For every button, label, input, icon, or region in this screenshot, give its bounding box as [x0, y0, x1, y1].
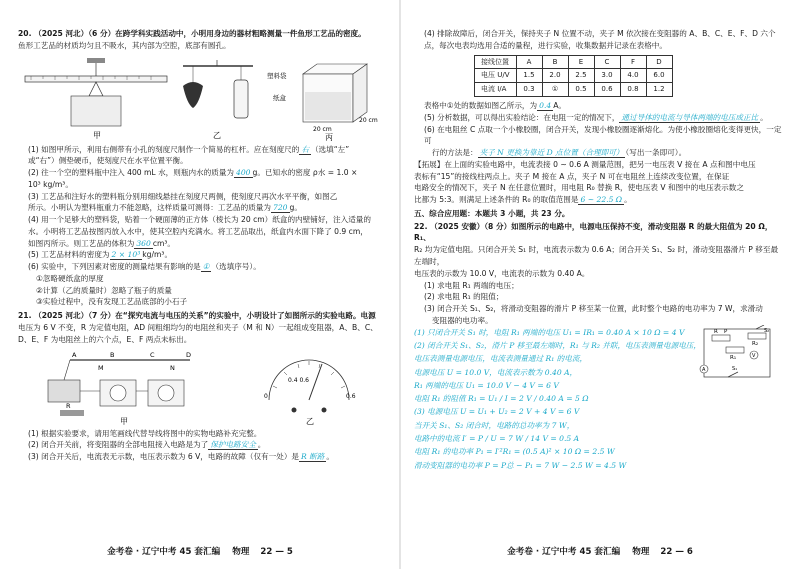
fig21-label-c: C [150, 350, 155, 359]
table-row: 电流 I/A 0.3 ① 0.5 0.6 0.8 1.2 [475, 83, 673, 97]
figure-yi-balance [177, 56, 257, 142]
q22-line2: R₂ 均为定值电阻。只闭合开关 S₁ 时，电流表示数为 0.6 A；闭合开关 S₁、S₂ 时，滑动变阻器滑片 P 移至最左端时， [414, 245, 779, 267]
q22-s3a: (3) 闭合开关 S₁、S₂，将滑动变阻器的滑片 P 移至某一位置，此时整个电路的电功率为 7 W，求滑动 [424, 304, 763, 314]
q20-s4b: 水。小明将工艺品按图丙放入水中，使其空腔内充满水。将工艺品取出，纸盒内水面下降了 0.9 cm， [28, 226, 368, 236]
q22-fig-r2: R₂ [752, 340, 759, 347]
q20-s4d: cm³。 [152, 238, 176, 248]
q21-line3: D、E、F 为电阻丝上的六个点，E、F 两点未标出。 [18, 334, 192, 344]
q22-fig-p: P [724, 328, 728, 335]
q21-extension-1: 【拓展】在上面的实验电路中，电流表接 0 ~ 0.6 A 测量范围，把另一电压表 V 接在 A 点和图中电压 [414, 159, 756, 169]
fig21-label-a: A [72, 350, 77, 359]
figure-bing-box [263, 56, 383, 142]
q20-s2a: (2) 往一个空的塑料瓶中注入 400 mL 水，则瓶内水的质量为 [28, 168, 235, 178]
fig-yi-caption: 乙 [213, 130, 221, 140]
q21-s5-answer: 通过导体的电流与导体两端的电压成正比 [621, 112, 759, 122]
q21-s3b: 。 [326, 452, 334, 462]
q20-s3-answer: 720 [273, 203, 288, 213]
q22-fig-s1: S₁ [732, 365, 738, 372]
footer-brand-left: 金考卷 · 辽宁中考 45 套汇编 [107, 546, 221, 557]
q21-s3a: (3) 闭合开关后，电流表无示数，电压表示数为 6 V，电路的故障（仅有一处）是 [28, 452, 300, 462]
q21-s4a: (4) 排除故障后，闭合开关，保持夹子 N 位置不动，夹子 M 依次接在变阻器的 A、B、C、E、F、D 六个 [424, 29, 776, 38]
q21-s6b: 行的方法是： [432, 148, 478, 158]
fig21-label-m: M [98, 363, 104, 372]
q21-figures [18, 348, 386, 426]
q22-fig-s2: S₂ [764, 327, 770, 334]
q21-s4c: 表格中①处的数据如图乙所示，为 [424, 101, 538, 111]
fig21-label-d: D [186, 350, 192, 359]
q22-fig-r: R [714, 328, 718, 335]
figure-jia-lever [21, 56, 171, 142]
q21-extension-2: 表标有“15”的接线柱两点上。夹子 M 接在 A 点，夹子 N 可在电阻丝上连续改变位置，在保证 [414, 171, 730, 181]
fig21-label-b: B [110, 350, 115, 359]
q20-s2b: g。已知水的密度 ρ水 = 1.0 × [252, 168, 358, 178]
fig21-scale-0: 0 [264, 392, 268, 400]
q21-extension-5: 。 [624, 195, 632, 205]
solution-line: (2) 闭合开关 S₁、S₂，滑片 P 移至最左端时，R₁ 与 R₂ 并联，电压表测量电源电压， [414, 340, 701, 350]
question-21 [18, 310, 386, 463]
footer-page-right: 22 — 6 [660, 546, 693, 557]
q20-option-3: ③实验过程中，没有发现工艺品底部的小石子 [36, 297, 188, 307]
q20-s1c: 或“右”）侧垫硬币，使刻度尺在水平位置平衡。 [28, 156, 188, 166]
q22-header: 22. （2025 安徽）（8 分）如图所示的电路中，电源电压保持不变，滑动变阻器 R 的最大阻值为 20 Ω，R₁、 [414, 221, 773, 243]
figure-q22-circuit [698, 325, 778, 383]
q22-fig-a: A [702, 366, 706, 373]
solution-line: 电路中的电流 I′ = P / U = 7 W / 14 V = 0.5 A [414, 433, 580, 443]
solution-line: 电压表测量电源电压，电流表测量通过 R₁ 的电流， [414, 354, 588, 364]
fig21-yi-caption: 乙 [306, 416, 314, 426]
q20-option-2: ②计算（乙的质量时）忽略了瓶子的质量 [36, 285, 172, 295]
q21-s1: (1) 根据实验要求，请用笔画线代替导线将图中的实物电路补充完整。 [28, 428, 262, 438]
section-5-title: 五、综合应用题：本题共 3 小题，共 23 分。 [414, 208, 570, 218]
q21-s4-answer: 0.4 [539, 101, 552, 111]
question-22 [414, 221, 782, 472]
solution-line: (3) 电源电压 U = U₁ + U₂ = 2 V + 4 V = 6 V [414, 407, 580, 417]
q20-s5a: (5) 工艺品材料的密度为 [28, 250, 110, 260]
solution-line: 电源电压 U = 10.0 V，电流表示数为 0.40 A， [414, 367, 578, 377]
footer-subject-left: 物理 [232, 546, 250, 557]
fig-dim1: 20 cm [313, 125, 332, 133]
footer-page-left: 22 — 5 [260, 546, 293, 557]
q20-s6b: （选填序号）。 [211, 262, 261, 272]
footer-subject-right: 物理 [632, 546, 650, 557]
question-21-continued [414, 28, 782, 206]
q20-s1b: （选填“左” [310, 144, 350, 154]
fig-jia-caption: 甲 [93, 130, 101, 140]
q21-s6-answer: 夹子 N 更换为靠近 D 点位置（合理即可） [479, 148, 624, 158]
solution-line: R₁ 两端的电压 U₁ = 10.0 V − 4 V = 6 V [414, 380, 559, 390]
q22-fig-v: V [752, 352, 756, 359]
q21-extension-3: 电路安全的情况下，夹子 N 在任意位置时，用电阻 R₀ 替换 R，使电压表 V 和图中的电压表示数之 [414, 183, 744, 193]
fig-dim2: 20 cm [359, 116, 378, 124]
q20-s1-answer: 右 [301, 144, 309, 154]
q21-extension-4: 比都为 5:3。则满足上述条件的 R₀ 的取值范围是 [414, 195, 579, 205]
q21-s5a: (5) 分析数据，可以得出实验结论：在电阻一定的情况下， [424, 112, 620, 122]
fig21-label-r: R [66, 401, 71, 410]
solution-line: 当开关 S₁、S₂ 闭合时，电路的总功率为 7 W， [414, 420, 575, 430]
fig21-scale-end: 0.6 [346, 392, 356, 400]
q20-s1a: (1) 如图甲所示，利用右侧带有小孔的刻度尺制作一个简易的杠杆。应在刻度尺的 [28, 144, 300, 154]
q22-fig-r1: R₁ [730, 354, 737, 361]
q20-header: 20. （2025 河北）（6 分）在跨学科实践活动中，小明用身边的器材粗略测量一件鱼形工艺品的密度。 [18, 29, 366, 38]
fig-box-label: 纸盒 [273, 93, 286, 102]
q21-s6a: (6) 在电阻丝 C 点取一个小橡胶圈，闭合开关，发现小橡胶圈逐渐熔化。为使小橡胶圈熔化变得更快，一定可 [424, 124, 782, 146]
q20-s4c: 如图丙所示。则工艺品的体积为 [28, 238, 135, 248]
q21-data-table [474, 55, 673, 98]
q20-option-1: ①忽略硬纸盒的厚度 [36, 273, 104, 283]
q21-s4d: A。 [553, 101, 566, 111]
q20-s6a: (6) 实验中，下列因素对密度的测量结果有影响的是 [28, 262, 201, 272]
q20-s4a: (4) 用一个足够大的塑料袋，贴着一个硬面薄的正方体（棱长为 20 cm）纸盒的内壁铺好，注入适量的 [28, 215, 371, 225]
q20-s3c: g。 [289, 203, 302, 213]
q21-s2a: (2) 闭合开关前，将变阻器的全部电阻接入电路是为了 [28, 440, 209, 450]
q20-s4-answer: 360 [136, 238, 151, 248]
fig21-dial-label: 0.4 0.6 [288, 376, 309, 384]
q20-s6-answer: ① [202, 262, 210, 272]
q22-s2: (2) 求电阻 R₁ 的阻值； [424, 292, 504, 302]
footer-brand-right: 金考卷 · 辽宁中考 45 套汇编 [507, 546, 621, 557]
table-row: 电压 U/V 1.5 2.0 2.5 3.0 4.0 6.0 [475, 69, 673, 83]
q20-figures [18, 54, 386, 142]
q21-header: 21. （2025 河北）（7 分）在“探究电流与电压的关系”的实验中，小明设计了如图所示的实验电路。电源 [18, 311, 376, 321]
q21-s3-answer: R 断路 [301, 452, 325, 462]
q22-line3: 电压表的示数为 10.0 V，电流表的示数为 0.40 A。 [414, 268, 590, 278]
fig21-jia-caption: 甲 [120, 416, 128, 426]
solution-line: 电阻 R₁ 的阻值 R₁ = U₁ / I = 2 V / 0.40 A = 5 Ω [414, 394, 589, 404]
solution-line: 滑动变阻器的电功率 P = P总 − P₁ = 7 W − 2.5 W = 4.5 W [414, 460, 627, 470]
question-20 [18, 28, 386, 308]
q20-s5-answer: 2 × 10³ [111, 250, 141, 260]
q20-line2: 鱼形工艺品的材质均匀且不吸水，其内部为空腔，底部有圆孔。 [18, 40, 231, 50]
right-page [400, 0, 800, 569]
left-footer [0, 546, 400, 559]
q20-s3a: (3) 工艺品和注好水的塑料瓶分别用细线悬挂在刻度尺两侧，使刻度尺再次水平平衡，如图乙 [28, 191, 338, 201]
q21-s6c: （写出一条即可）。 [625, 148, 687, 158]
fig21-label-n: N [170, 363, 175, 372]
figure-circuit-jia [40, 350, 210, 426]
q21-s4b: 点，每次电表均选用合适的量程，进行实验，收集数据并记录在表格中。 [424, 40, 667, 50]
q20-s3b: 所示。小明认为塑料瓶重力不能忽略，这样质量可测得：工艺品的质量为 [28, 203, 271, 213]
q21-s2-answer: 保护电路安全 [210, 440, 256, 450]
q20-s2-answer: 400 [236, 168, 251, 178]
solution-line: (1) 只闭合开关 S₁ 时，电阻 R₁ 两端的电压 U₁ = IR₁ = 0.40 A × 10 Ω = 4 V [414, 327, 685, 337]
q22-s3b: 变阻器的电功率。 [432, 315, 493, 325]
q20-s5b: kg/m³。 [142, 250, 173, 260]
q20-s2c: 10³ kg/m³。 [28, 179, 73, 189]
q21-s2b: 。 [257, 440, 266, 450]
figure-ammeter-yi [254, 350, 364, 426]
table-row: 接线位置 A B E C F D [475, 55, 673, 69]
q21-line2: 电压为 6 V 不变，R 为定值电阻，AD 间粗细均匀的电阻丝和夹子（M 和 N）一起组成变阻器，A、B、C、 [18, 323, 378, 333]
q22-s1: (1) 求电阻 R₁ 两端的电压； [424, 280, 519, 290]
q21-extension-answer: 6 ~ 22.5 Ω [580, 195, 623, 205]
q21-s5b: 。 [760, 112, 768, 122]
solution-line: 电阻 R₁ 的电功率 P₁ = I′²R₁ = (0.5 A)² × 10 Ω = 2.5 W [414, 447, 615, 457]
fig-bag-label: 塑料袋 [267, 71, 287, 80]
fig-bing-caption: 丙 [325, 132, 333, 142]
right-footer [400, 546, 800, 559]
